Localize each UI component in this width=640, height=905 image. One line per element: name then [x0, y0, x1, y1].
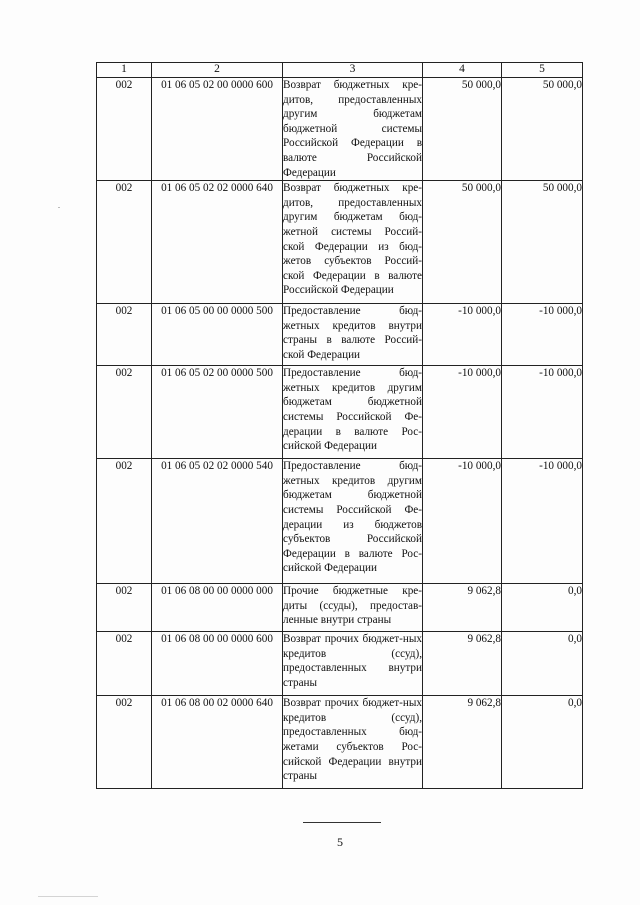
row-admin-code: 002: [97, 584, 152, 632]
row-value-col5: 0,0: [502, 696, 583, 789]
page-number: 5: [337, 835, 343, 849]
row-admin-code: 002: [97, 632, 152, 696]
row-value-col4: 50 000,0: [423, 78, 502, 181]
table-row: [97, 459, 583, 584]
row-budget-code: 01 06 08 00 02 0000 640: [152, 696, 283, 789]
footer-separator-line: [303, 822, 381, 823]
row-budget-code: 01 06 08 00 00 0000 000: [152, 584, 283, 632]
row-budget-code: 01 06 05 02 02 0000 640: [152, 181, 283, 304]
row-budget-code: 01 06 05 02 02 0000 540: [152, 459, 283, 584]
scan-speck: [58, 207, 60, 208]
row-value-col4: -10 000,0: [423, 366, 502, 459]
row-admin-code: 002: [97, 696, 152, 789]
header-col-3: 3: [283, 63, 423, 78]
row-description: Возврат прочих бюджет-ных кредитов (ссуд), предоставленных бюд-жетами субъектов Рос-сийской Федерации внутри страны: [283, 696, 423, 789]
budget-sources-table: [96, 62, 583, 789]
row-admin-code: 002: [97, 78, 152, 181]
header-col-5: 5: [502, 63, 583, 78]
table-row: [97, 366, 583, 459]
row-value-col5: -10 000,0: [502, 459, 583, 584]
row-budget-code: 01 06 05 00 00 0000 500: [152, 304, 283, 366]
row-description: Возврат бюджетных кре-дитов, предоставленных другим бюджетам бюджетной системы Российской Федерации в валюте Российской Федерации: [283, 78, 423, 181]
row-budget-code: 01 06 08 00 00 0000 600: [152, 632, 283, 696]
row-value-col5: 0,0: [502, 632, 583, 696]
table-row: [97, 632, 583, 696]
table-row: [97, 181, 583, 304]
table-row: [97, 78, 583, 181]
row-value-col5: -10 000,0: [502, 304, 583, 366]
row-description: Предоставление бюд-жетных кредитов внутри страны в валюте Россий-ской Федерации: [283, 304, 423, 366]
row-description: Возврат бюджетных кре-дитов, предоставленных другим бюджетам бюд-жетной системы Россий-ской Федерации из бюд-жетов субъектов Россий-ской Федерации в валюте Российской Федерации: [283, 181, 423, 304]
row-value-col5: -10 000,0: [502, 366, 583, 459]
table-row: [97, 304, 583, 366]
row-budget-code: 01 06 05 02 00 0000 600: [152, 78, 283, 181]
row-description: Возврат прочих бюджет-ных кредитов (ссуд), предоставленных внутри страны: [283, 632, 423, 696]
row-value-col5: 0,0: [502, 584, 583, 632]
row-admin-code: 002: [97, 304, 152, 366]
row-value-col4: 50 000,0: [423, 181, 502, 304]
table-row: [97, 584, 583, 632]
table-header-row: [97, 63, 583, 78]
header-col-2: 2: [152, 63, 283, 78]
row-description: Предоставление бюд-жетных кредитов другим бюджетам бюджетной системы Российской Фе-дерации из бюджетов субъектов Российской Федерации в валюте Рос-сийской Федерации: [283, 459, 423, 584]
row-value-col4: 9 062,8: [423, 632, 502, 696]
row-value-col4: 9 062,8: [423, 584, 502, 632]
row-admin-code: 002: [97, 181, 152, 304]
row-description: Предоставление бюд-жетных кредитов другим бюджетам бюджетной системы Российской Фе-дерации в валюте Рос-сийской Федерации: [283, 366, 423, 459]
scan-speck: [38, 896, 98, 897]
row-budget-code: 01 06 05 02 00 0000 500: [152, 366, 283, 459]
row-value-col4: 9 062,8: [423, 696, 502, 789]
row-admin-code: 002: [97, 366, 152, 459]
row-admin-code: 002: [97, 459, 152, 584]
row-description: Прочие бюджетные кре-диты (ссуды), предостав-ленные внутри страны: [283, 584, 423, 632]
row-value-col4: -10 000,0: [423, 459, 502, 584]
header-col-4: 4: [423, 63, 502, 78]
row-value-col5: 50 000,0: [502, 181, 583, 304]
row-value-col4: -10 000,0: [423, 304, 502, 366]
table-row: [97, 696, 583, 789]
header-col-1: 1: [97, 63, 152, 78]
row-value-col5: 50 000,0: [502, 78, 583, 181]
